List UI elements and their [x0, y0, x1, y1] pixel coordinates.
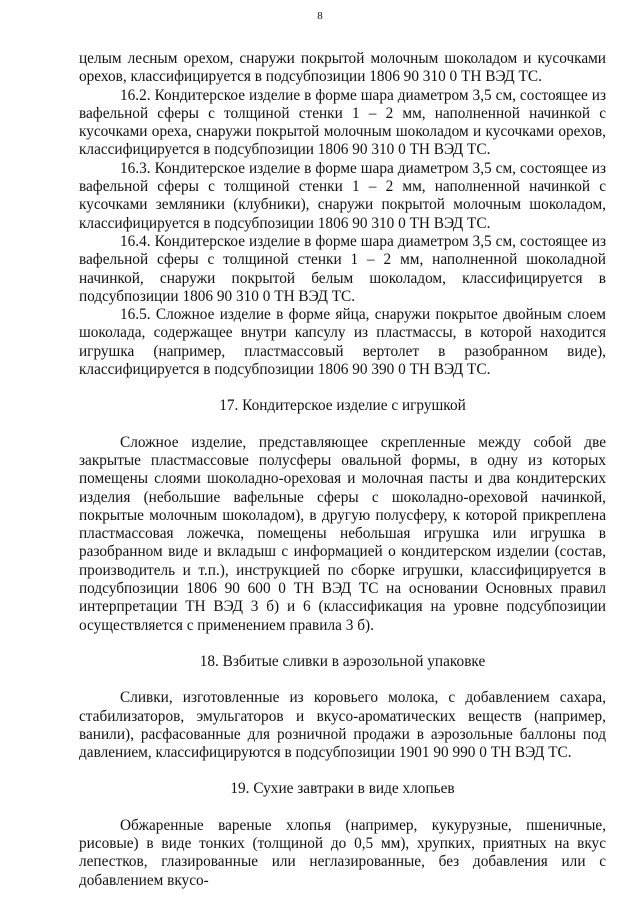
document-body	[79, 50, 606, 890]
paragraph-16-3: 16.3. Кондитерское изделие в форме шара диаметром 3,5 см, состоящее из вафельной сферы с толщиной стенки 1 – 2 мм, наполненной начинкой с кусочками земляники (клубники), снаружи покрытой молочным шоколадом, классифицируется в подсубпозиции 1806 90 310 0 ТН ВЭД ТС.	[79, 159, 606, 232]
paragraph-continuation: целым лесным орехом, снаружи покрытой молочным шоколадом и кусочками орехов, классифицируется в подсубпозиции 1806 90 310 0 ТН ВЭД ТС.	[79, 50, 606, 86]
paragraph-18: Сливки, изготовленные из коровьего молока, с добавлением сахара, стабилизаторов, эмульгаторов и вкусо-ароматических веществ (например, ванили), расфасованные для розничной продажи в аэрозольные баллоны под давлением, классифицируются в подсубпозиции 1901 90 990 0 ТН ВЭД ТС.	[79, 689, 606, 762]
paragraph-16-5: 16.5. Сложное изделие в форме яйца, снаружи покрытое двойным слоем шоколада, содержащее внутри капсулу из пластмассы, в которой находится игрушка (например, пластмассовый вертолет в разобранном виде), классифицируется в подсубпозиции 1806 90 390 0 ТН ВЭД ТС.	[79, 306, 606, 379]
page-number: 8	[317, 10, 323, 22]
section-heading-18: 18. Взбитые сливки в аэрозольной упаковке	[199, 652, 486, 670]
paragraph-16-4: 16.4. Кондитерское изделие в форме шара диаметром 3,5 см, состоящее из вафельной сферы с толщиной стенки 1 – 2 мм, наполненной шоколадной начинкой, снаружи покрытой белым шоколадом, классифицируется в подсубпозиции 1806 90 310 0 ТН ВЭД ТС.	[79, 232, 606, 305]
section-heading-19: 19. Сухие завтраки в виде хлопьев	[230, 780, 455, 798]
paragraph-16-2: 16.2. Кондитерское изделие в форме шара диаметром 3,5 см, состоящее из вафельной сферы с толщиной стенки 1 – 2 мм, наполненной начинкой с кусочками ореха, снаружи покрытой молочным шоколадом и кусочками орехов, классифицируется в подсубпозиции 1806 90 310 0 ТН ВЭД ТС.	[79, 86, 606, 159]
paragraph-17: Сложное изделие, представляющее скрепленные между собой две закрытые пластмассовые полусферы овальной формы, в одну из которых помещены слоями шоколадно-ореховая и молочная пасты и два кондитерских изделия (небольшие вафельные сферы с шоколадно-ореховой начинкой, покрытые молочным шоколадом), в другую полусферу, к которой прикреплена пластмассовая ложечка, помещены небольшая игрушка или игрушка в разобранном виде и вкладыш с информацией о кондитерском изделии (состав, производитель и т.п.), инструкцией по сборке игрушки, классифицируется в подсубпозиции 1806 90 600 0 ТН ВЭД ТС на основании Основных правил интерпретации ТН ВЭД 3 б) и 6 (классификация на уровне подсубпозиции осуществляется с применением правила 3 б).	[79, 433, 606, 634]
paragraph-19: Обжаренные вареные хлопья (например, кукурузные, пшеничные, рисовые) в виде тонких (толщиной до 0,5 мм), хрупких, приятных на вкус лепестков, глазированные или неглазированные, без добавления или с добавлением вкусо-	[79, 816, 606, 889]
section-heading-17: 17. Кондитерское изделие с игрушкой	[219, 397, 466, 415]
